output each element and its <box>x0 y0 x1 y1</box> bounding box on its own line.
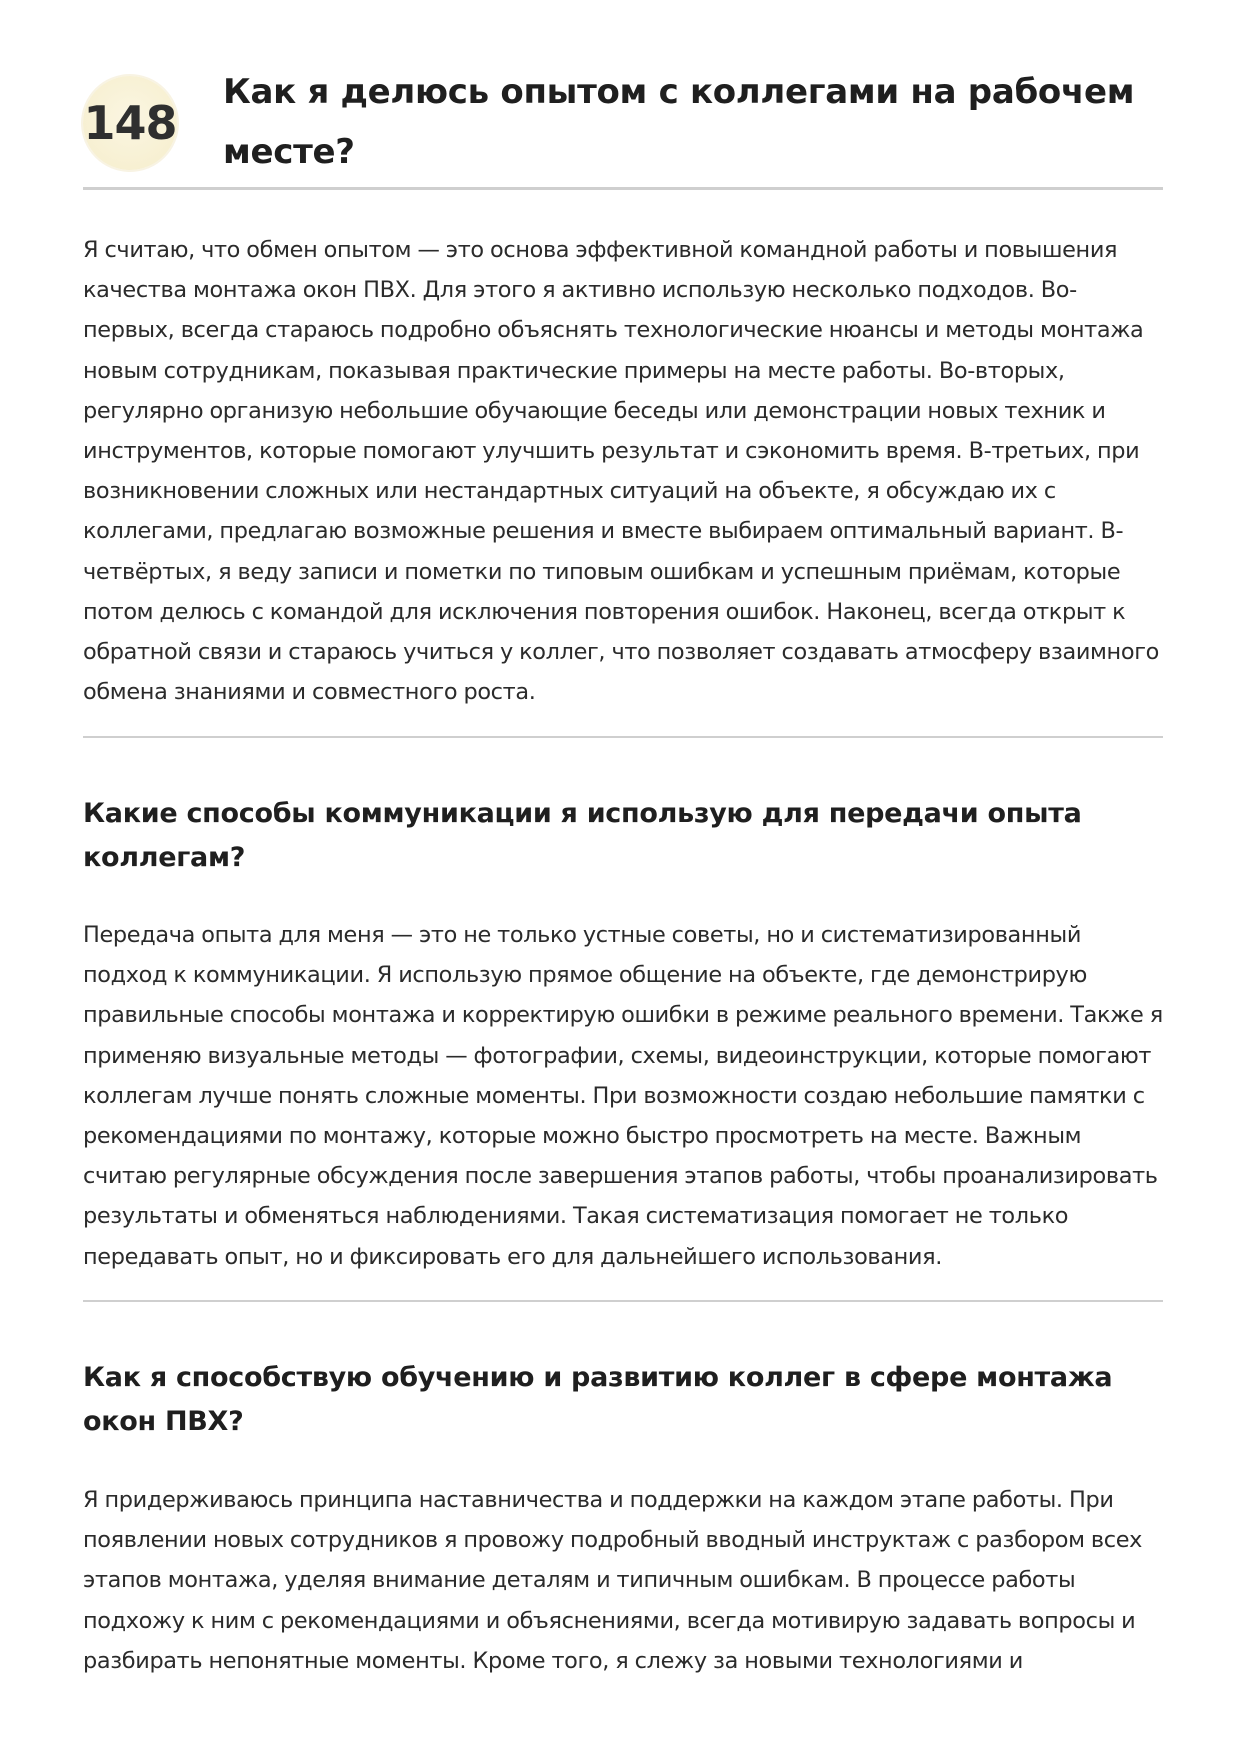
section-heading-communication: Какие способы коммуникации я использую для передачи опыта коллегам? <box>83 798 1082 873</box>
section-divider <box>83 736 1163 738</box>
section-body-communication: Передача опыта для меня — это не только устные советы, но и систематизированный подход к коммуникации. Я использую прямое общение на объекте, где демонстрирую правильные способы монтажа и корректирую ошибки в режиме реального времени. Также я применяю визуальные методы — фотографии, схемы, видеоинструкции, которые помогают коллегам лучше понять сложные моменты. При возможности создаю небольшие памятки с рекомендациями по монтажу, которые можно быстро просмотреть на месте. Важным считаю регулярные обсуждения после завершения этапов работы, чтобы проанализировать результаты и обменяться наблюдениями. Такая систематизация помогает не только передавать опыт, но и фиксировать его для дальнейшего использования. <box>83 922 1163 1270</box>
page-number-badge: 148 <box>83 76 177 170</box>
document-page <box>83 0 1163 1674</box>
section-heading-training: Как я способствую обучению и развитию коллег в сфере монтажа окон ПВХ? <box>83 1362 1113 1437</box>
intro-paragraph: Я считаю, что обмен опытом — это основа эффективной командной работы и повышения качества монтажа окон ПВХ. Для этого я активно использую несколько подходов. Во-первых, всегда стараюсь подробно объяснять технологические нюансы и методы монтажа новым сотрудникам, показывая практические примеры на месте работы. Во-вторых, регулярно организую небольшие обучающие беседы или демонстрации новых техник и инструментов, которые помогают улучшить результат и сэкономить время. В-третьих, при возникновении сложных или нестандартных ситуаций на объекте, я обсуждаю их с коллегами, предлагаю возможные решения и вместе выбираем оптимальный вариант. В-четвёртых, я веду записи и пометки по типовым ошибкам и успешным приёмам, которые потом делюсь с командой для исключения повторения ошибок. Наконец, всегда открыт к обратной связи и стараюсь учиться у коллег, что позволяет создавать атмосферу взаимного обмена знаниями и совместного роста. <box>83 237 1159 706</box>
page-title: Как я делюсь опытом с коллегами на рабочем месте? <box>223 72 1135 172</box>
section-divider <box>83 1300 1163 1302</box>
section-body-training: Я придерживаюсь принципа наставничества и поддержки на каждом этапе работы. При появлении новых сотрудников я провожу подробный вводный инструктаж с разбором всех этапов монтажа, уделяя внимание деталям и типичным ошибкам. В процессе работы подхожу к ним с рекомендациями и объяснениями, всегда мотивирую задавать вопросы и разбирать непонятные моменты. Кроме того, я слежу за новыми технологиями и <box>83 1487 1143 1674</box>
page-header <box>83 0 1163 190</box>
